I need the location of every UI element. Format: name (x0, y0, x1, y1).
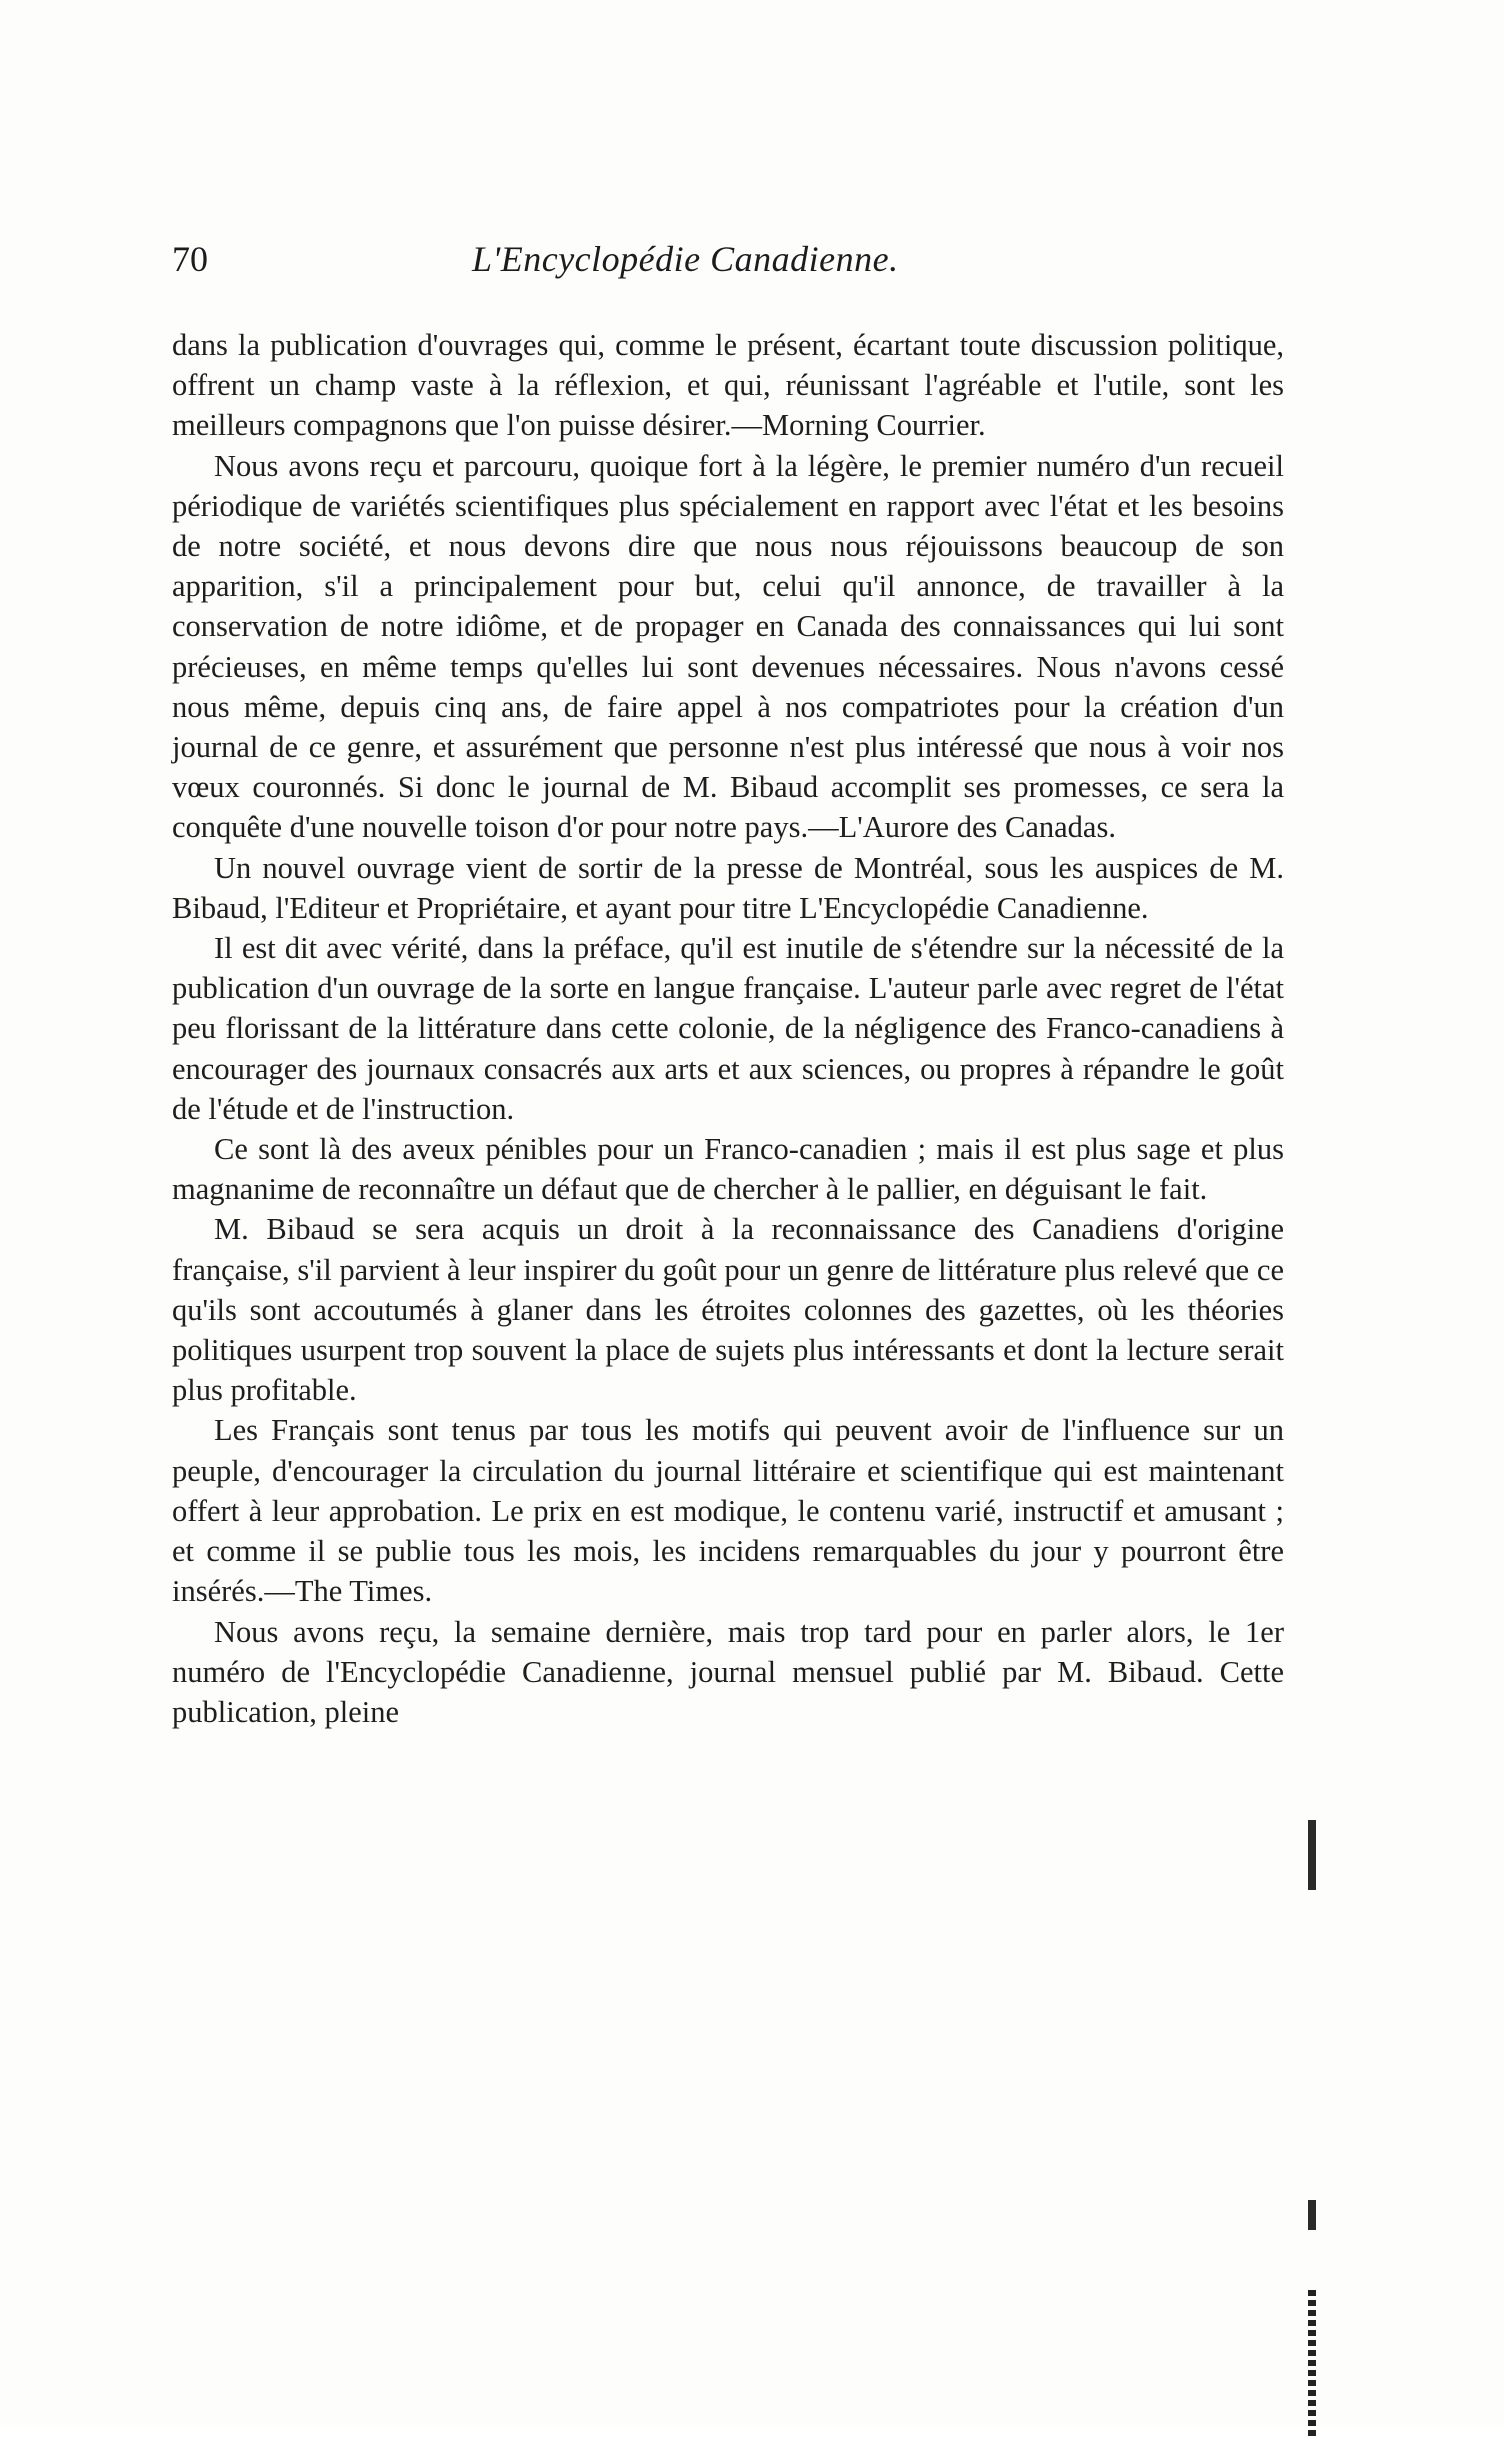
running-title: L'Encyclopédie Canadienne. (472, 239, 899, 279)
paragraph-preface: Il est dit avec vérité, dans la préface, qu'il est inutile de s'étendre sur la nécessité de la publication d'un ouvrage de la sorte en langue française. L'auteur parle avec regret de l'état peu florissant de la littérature dans cette colonie, de la négligence des Franco-canadiens à encourager des journaux consacrés aux arts et aux sciences, ou propres à répandre le goût de l'étude et de l'instruction. (172, 931, 1284, 1126)
page-header (172, 238, 1292, 298)
paragraph-times-review: Les Français sont tenus par tous les motifs qui peuvent avoir de l'influence sur un peuple, d'encourager la circulation du journal littéraire et scientifique qui est maintenant offert à leur approbation. Le prix en est modique, le contenu varié, instructif et amusant ; et comme il se publie tous les mois, les incidens remarquables du jour y pourront être insérés.—The Times. (172, 1413, 1284, 1609)
margin-scan-mark (1308, 1820, 1316, 1890)
paragraph-aurore-review: Nous avons reçu et parcouru, quoique fort à la légère, le premier numéro d'un recueil périodique de variétés scientifiques plus spécialement en rapport avec l'état et les besoins de notre société, et nous devons dire que nous nous réjouissons beaucoup de son apparition, s'il a principalement pour but, celui qu'il annonce, de travailler à la conservation de notre idiôme, et de propager en Canada des connaissances qui lui sont précieuses, en même temps qu'elles lui sont devenues nécessaires. Nous n'avons cessé nous même, depuis cinq ans, de faire appel à nos compatriotes pour la création d'un journal de ce genre, et assurément que personne n'est plus intéressé que nous à voir nos vœux couronnés. Si donc le journal de M. Bibaud accomplit ses promesses, ce sera la conquête d'une nouvelle toison d'or pour notre pays.—L'Aurore des Canadas. (172, 448, 1284, 845)
margin-scan-mark (1308, 2290, 1316, 2440)
paragraph-last-week: Nous avons reçu, la semaine dernière, mais trop tard pour en parler alors, le 1er numéro de l'Encyclopédie Canadienne, journal mensuel publié par M. Bibaud. Cette publication, pleine (172, 1614, 1284, 1729)
body-text (172, 325, 1284, 1732)
margin-scan-mark (1308, 2200, 1316, 2230)
paragraph-avowals: Ce sont là des aveux pénibles pour un Franco-canadien ; mais il est plus sage et plus magnanime de reconnaître un défaut que de chercher à le pallier, en déguisant le fait. (172, 1132, 1284, 1207)
paragraph-new-work: Un nouvel ouvrage vient de sortir de la presse de Montréal, sous les auspices de M. Bibaud, l'Editeur et Propriétaire, et ayant pour titre L'Encyclopédie Canadienne. (172, 850, 1284, 925)
page-number: 70 (172, 239, 208, 279)
paragraph-bibaud-right: M. Bibaud se sera acquis un droit à la reconnaissance des Canadiens d'origine française, s'il parvient à leur inspirer du goût pour un genre de littérature plus relevé que ce qu'ils sont accoutumés à glaner dans les étroites colonnes des gazettes, où les théories politiques usurpent trop souvent la place de sujets plus intéressants et dont la lecture serait plus profitable. (172, 1212, 1284, 1408)
paragraph-continuation: dans la publication d'ouvrages qui, comme le présent, écartant toute discussion politique, offrent un champ vaste à la réflexion, et qui, réunissant l'agréable et l'utile, sont les meilleurs compagnons que l'on puisse désirer.—Morning Courrier. (172, 328, 1284, 443)
